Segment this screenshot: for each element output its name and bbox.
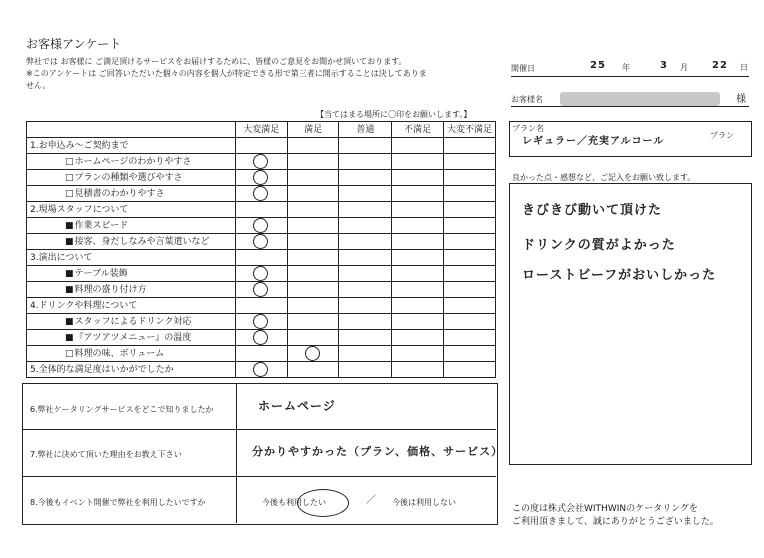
selection-circle <box>253 282 268 297</box>
instruction-text: 【当てはまる場所に〇印をお願いします。】 <box>316 110 472 119</box>
section-label: 3.演出について <box>27 250 236 266</box>
intro-line-3: せん。 <box>26 81 51 90</box>
selection-circle <box>253 154 268 169</box>
date-label: 開催日 <box>511 64 535 73</box>
selection-circle <box>253 314 268 329</box>
question-label: ■ スタッフによるドリンク対応 <box>65 317 191 327</box>
q7-label: 7.弊社に決めて頂いた理由をお教え下さい <box>30 450 182 459</box>
footer-line-2: ご利用頂きまして、誠にありがとうございました。 <box>512 517 719 527</box>
section-label: 5.全体的な満足度はいかがでしたか <box>27 362 236 378</box>
comments-label: 良かった点・感想など、ご記入をお願い致します。 <box>512 173 696 182</box>
plan-value: レギュラー／充実アルコール <box>522 136 665 147</box>
table-row <box>27 346 496 362</box>
selection-circle <box>253 330 268 345</box>
col-header: 大変不満足 <box>444 122 496 138</box>
question-label: □ ホームページのわかりやすさ <box>65 157 191 167</box>
question-label: ■ 接客、身だしなみや言葉遣いなど <box>65 237 210 247</box>
selection-circle <box>253 218 268 233</box>
question-label: ■ テーブル装飾 <box>65 269 128 279</box>
selection-circle <box>253 170 268 185</box>
customer-name-redacted <box>560 92 720 106</box>
col-header: 不満足 <box>392 122 444 138</box>
selection-circle <box>253 362 268 377</box>
plan-label: プラン名 <box>512 124 544 133</box>
date-month-unit: 月 <box>680 63 688 72</box>
table-row <box>27 250 496 266</box>
section-label: 2.現場スタッフについて <box>27 202 236 218</box>
q-divider-h <box>22 476 496 477</box>
comment-line: きびきび動いて頂けた <box>522 203 663 218</box>
question-label: ■ 作業スピード <box>65 221 128 231</box>
page-title: お客様アンケート <box>26 37 122 51</box>
col-header: 普通 <box>339 122 392 138</box>
comment-line: ドリンクの質がよかった <box>522 238 676 253</box>
question-label: □ 料理の味、ボリューム <box>65 349 164 359</box>
header-row <box>27 122 496 138</box>
q-divider-v <box>236 383 237 523</box>
intro-line-1: 弊社では お客様に ご満足頂けるサービスをお届けするために、皆様のご意見をお聞かせ頂いております。 <box>26 57 407 66</box>
date-day-unit: 日 <box>740 63 748 72</box>
section-label: 4.ドリンクや料理について <box>27 298 236 314</box>
customer-suffix: 様 <box>736 94 746 105</box>
q7-answer: 分かりやすかった（プラン、価格、サービス） <box>252 445 504 458</box>
q6-label: 6.弊社ケータリングサービスをどこで知りましたか <box>30 405 214 414</box>
customer-underline <box>511 106 749 107</box>
q8-separator: ／ <box>366 495 376 506</box>
date-year: 25 <box>590 60 606 71</box>
q-divider-h <box>22 429 496 430</box>
q8-label: 8.今後もイベント開催で弊社を利用したいですか <box>30 498 206 507</box>
comments-box <box>509 183 752 465</box>
table-row <box>27 202 496 218</box>
col-header: 大変満足 <box>235 122 287 138</box>
date-day: 22 <box>712 60 728 71</box>
selection-circle <box>253 266 268 281</box>
table-row <box>27 138 496 154</box>
q8-selected-circle <box>297 489 349 517</box>
question-label: □ プランの種類や選びやすさ <box>65 173 183 183</box>
selection-circle <box>253 234 268 249</box>
question-label: ■ 料理の盛り付け方 <box>65 285 147 295</box>
selection-circle <box>253 186 268 201</box>
section-label: 1.お申込み～ご契約まで <box>27 138 236 154</box>
header-blank <box>27 122 236 138</box>
q8-option-yes: 今後も利用したい <box>262 498 326 507</box>
customer-label: お客様名 <box>511 95 543 104</box>
comment-line: ローストビーフがおいしかった <box>522 268 717 283</box>
question-label: ■ 『アツアツメニュー』の温度 <box>65 333 191 343</box>
table-row <box>27 298 496 314</box>
q8-option-no: 今後は利用しない <box>392 498 456 507</box>
date-underline <box>511 76 749 77</box>
footer-line-1: この度は株式会社WITHWINのケータリングを <box>512 504 698 514</box>
selection-circle <box>305 346 320 361</box>
intro-line-2: ※このアンケートは ご回答いただいた個々の内容を個人が特定できる形で第三者に開示することは決してありま <box>26 69 427 78</box>
question-label: □ 見積書のわかりやすさ <box>65 189 165 199</box>
plan-suffix: プラン <box>710 131 734 140</box>
date-month: 3 <box>660 60 668 71</box>
q6-answer: ホームページ <box>258 399 336 413</box>
date-year-unit: 年 <box>622 63 630 72</box>
col-header: 満足 <box>287 122 339 138</box>
